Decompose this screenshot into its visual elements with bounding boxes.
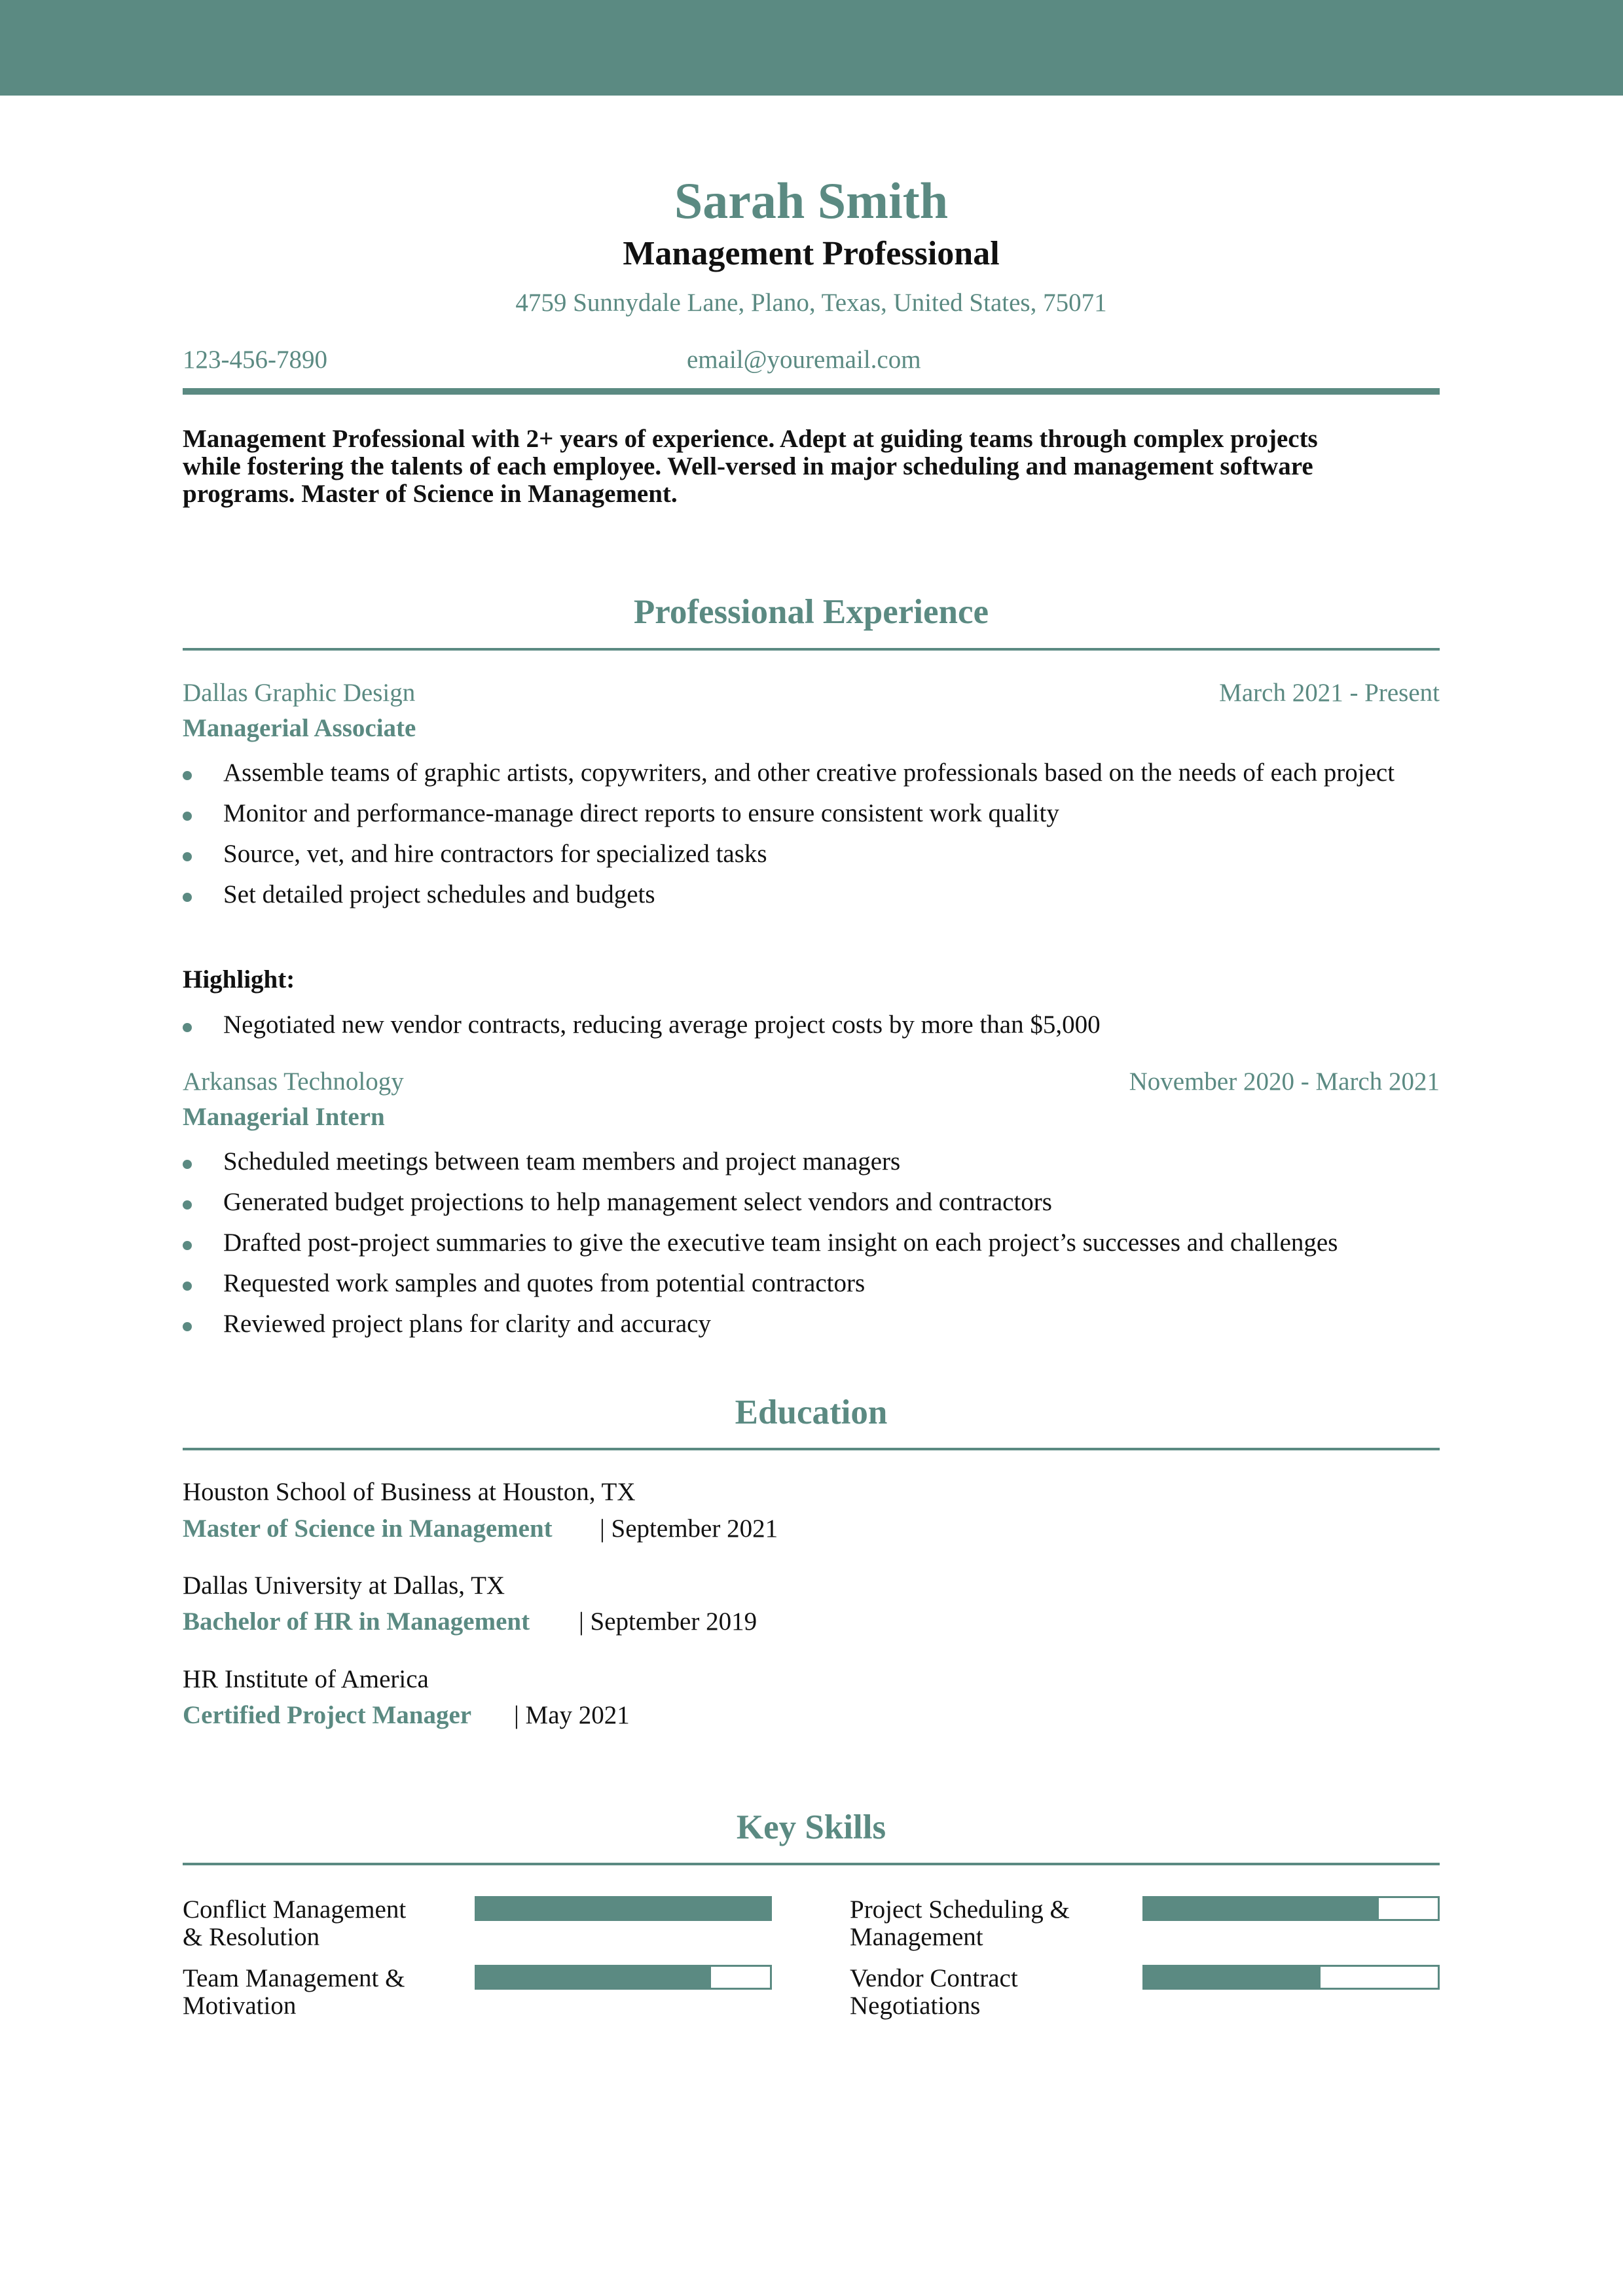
bullet-icon (183, 893, 192, 902)
bullet-icon (183, 771, 192, 780)
school-name: Houston School of Business at Houston, TX (183, 1478, 636, 1506)
skill-level-fill (477, 1898, 770, 1919)
job-header (183, 1067, 1440, 1096)
skill-level-bar (475, 1965, 772, 1990)
section-heading-experience: Professional Experience (633, 593, 989, 631)
bullet-icon (183, 1200, 192, 1210)
job-header (183, 678, 1440, 708)
skill-level-bar (1142, 1896, 1440, 1921)
skill-label: Vendor Contract Negotiations (850, 1964, 1018, 2020)
skill-label: Team Management & Motivation (183, 1964, 405, 2020)
skill-level-fill (1144, 1898, 1379, 1919)
job-role: Managerial Intern (183, 1103, 385, 1131)
degree: Master of Science in Management (183, 1515, 553, 1543)
bullet-icon (183, 852, 192, 861)
summary-line: while fostering the talents of each employee. Well-versed in major scheduling and management software (183, 452, 1313, 480)
job-bullets (183, 753, 1440, 915)
job-dates: March 2021 - Present (1219, 679, 1440, 707)
list-item: Source, vet, and hire contractors for specialized tasks (183, 834, 1440, 874)
skill-label: Project Scheduling & Management (850, 1895, 1070, 1951)
list-item: Generated budget projections to help management select vendors and contractors (183, 1182, 1440, 1223)
phone: 123-456-7890 (183, 346, 327, 374)
company-name: Dallas Graphic Design (183, 679, 416, 707)
job-role: Managerial Associate (183, 714, 416, 742)
summary-line: programs. Master of Science in Management. (183, 480, 678, 508)
job-dates: November 2020 - March 2021 (1129, 1067, 1440, 1096)
bullet-icon (183, 1160, 192, 1169)
school-name: Dallas University at Dallas, TX (183, 1571, 505, 1600)
list-item: Set detailed project schedules and budgets (183, 874, 1440, 915)
list-item: Assemble teams of graphic artists, copywriters, and other creative professionals based on the needs of each project (183, 753, 1440, 793)
section-heading-skills: Key Skills (736, 1808, 886, 1846)
header-divider (183, 388, 1440, 395)
highlight-label: Highlight: (183, 965, 295, 994)
degree: Certified Project Manager (183, 1701, 472, 1729)
skill-label: Conflict Management & Resolution (183, 1895, 407, 1951)
header-banner (0, 0, 1623, 96)
degree-date: | May 2021 (514, 1701, 630, 1729)
bullet-icon (183, 1023, 192, 1032)
list-item: Monitor and performance-manage direct reports to ensure consistent work quality (183, 793, 1440, 834)
section-divider (183, 1448, 1440, 1450)
school-name: HR Institute of America (183, 1665, 429, 1693)
skill-level-fill (477, 1967, 711, 1988)
address: 4759 Sunnydale Lane, Plano, Texas, United States, 75071 (515, 289, 1107, 317)
bullet-icon (183, 812, 192, 821)
highlight-bullets (183, 1005, 1440, 1045)
section-divider (183, 1863, 1440, 1865)
skill-level-bar (1142, 1965, 1440, 1990)
company-name: Arkansas Technology (183, 1067, 404, 1096)
skill-level-bar (475, 1896, 772, 1921)
candidate-name: Sarah Smith (674, 172, 949, 229)
section-heading-education: Education (735, 1393, 888, 1431)
summary-line: Management Professional with 2+ years of experience. Adept at guiding teams through complex projects (183, 425, 1318, 453)
list-item: Negotiated new vendor contracts, reducing average project costs by more than $5,000 (183, 1005, 1440, 1045)
degree-date: | September 2021 (600, 1515, 778, 1543)
bullet-icon (183, 1322, 192, 1331)
list-item: Requested work samples and quotes from potential contractors (183, 1263, 1440, 1304)
degree-date: | September 2019 (579, 1607, 757, 1636)
summary (183, 425, 1440, 508)
email: email@youremail.com (687, 346, 921, 374)
candidate-title: Management Professional (623, 235, 1000, 272)
list-item: Drafted post-project summaries to give the executive team insight on each project’s successes and challenges (183, 1223, 1440, 1263)
job-bullets (183, 1141, 1440, 1344)
bullet-icon (183, 1282, 192, 1291)
list-item: Scheduled meetings between team members and project managers (183, 1141, 1440, 1182)
list-item: Reviewed project plans for clarity and accuracy (183, 1304, 1440, 1344)
bullet-icon (183, 1241, 192, 1250)
section-divider (183, 648, 1440, 651)
degree: Bachelor of HR in Management (183, 1607, 530, 1636)
skill-level-fill (1144, 1967, 1321, 1988)
